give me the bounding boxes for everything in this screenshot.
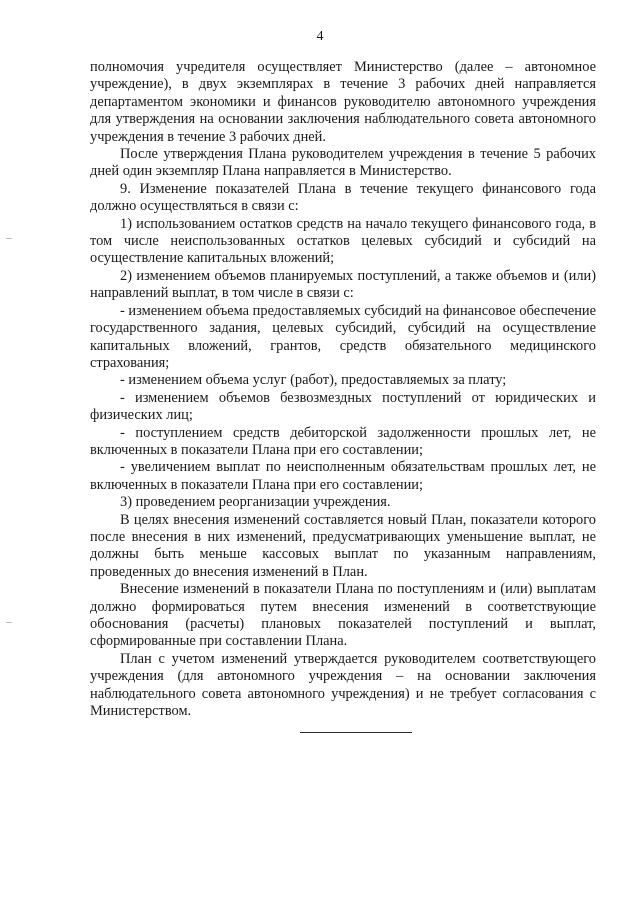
paragraph: полномочия учредителя осуществляет Министерство (далее – автономное учреждение), в двух экземплярах в течение 3 рабочих дней направляется департаментом экономики и финансов руководителю автономного учреждения для утверждения на основании заключения наблюдательного совета автономного учреждения в течение 3 рабочих дней. bbox=[90, 59, 596, 145]
list-item: - изменением объема услуг (работ), предоставляемых за плату; bbox=[120, 372, 507, 389]
paragraph: План с учетом изменений утверждается руководителем соответствующего учреждения (для автономного учреждения – на основании заключения наблюдательного совета автономного учреждения) и не требует согласования с Министерством. bbox=[90, 650, 596, 720]
list-item: - изменением объемов безвозмездных поступлений от юридических и физических лиц; bbox=[90, 389, 596, 424]
list-item: 2) изменением объемов планируемых поступлений, а также объемов и (или) направлений выплат, в том числе в связи с: bbox=[90, 267, 596, 302]
list-item: 1) использованием остатков средств на начало текущего финансового года, в том числе неиспользованных остатков целевых субсидий и субсидий на осуществление капитальных вложений; bbox=[90, 215, 596, 267]
list-item: - изменением объема предоставляемых субсидий на финансовое обеспечение государственного задания, целевых субсидий, субсидий на осуществление капитальных вложений, грантов, средств обязательного медицинского страхования; bbox=[90, 302, 596, 371]
paragraph: В целях внесения изменений составляется новый План, показатели которого после внесения в них изменений, предусматривающих уменьшение выплат, не должны быть меньше кассовых выплат по указанным направлениям, проведенных до внесения изменений в План. bbox=[90, 511, 596, 580]
page-number: 4 bbox=[316, 29, 324, 44]
list-item: 3) проведением реорганизации учреждения. bbox=[120, 494, 391, 511]
list-item: - поступлением средств дебиторской задолженности прошлых лет, не включенных в показатели Плана при его составлении; bbox=[90, 424, 596, 458]
list-item: - увеличением выплат по неисполненным обязательствам прошлых лет, не включенных в показатели Плана при его составлении; bbox=[90, 459, 596, 493]
paragraph: Внесение изменений в показатели Плана по поступлениям и (или) выплатам должно формироваться путем внесения изменений в соответствующие обоснования (расчеты) плановых показателей поступлений и выплат, сформированные при составлении Плана. bbox=[90, 581, 596, 650]
margin-mark bbox=[6, 238, 12, 239]
end-divider bbox=[300, 732, 412, 733]
paragraph: После утверждения Плана руководителем учреждения в течение 5 рабочих дней один экземпляр Плана направляется в Министерство. bbox=[90, 146, 596, 180]
paragraph: 9. Изменение показателей Плана в течение текущего финансового года должно осуществляться в связи с: bbox=[90, 180, 596, 215]
document-body bbox=[90, 59, 596, 720]
margin-mark bbox=[6, 622, 12, 623]
